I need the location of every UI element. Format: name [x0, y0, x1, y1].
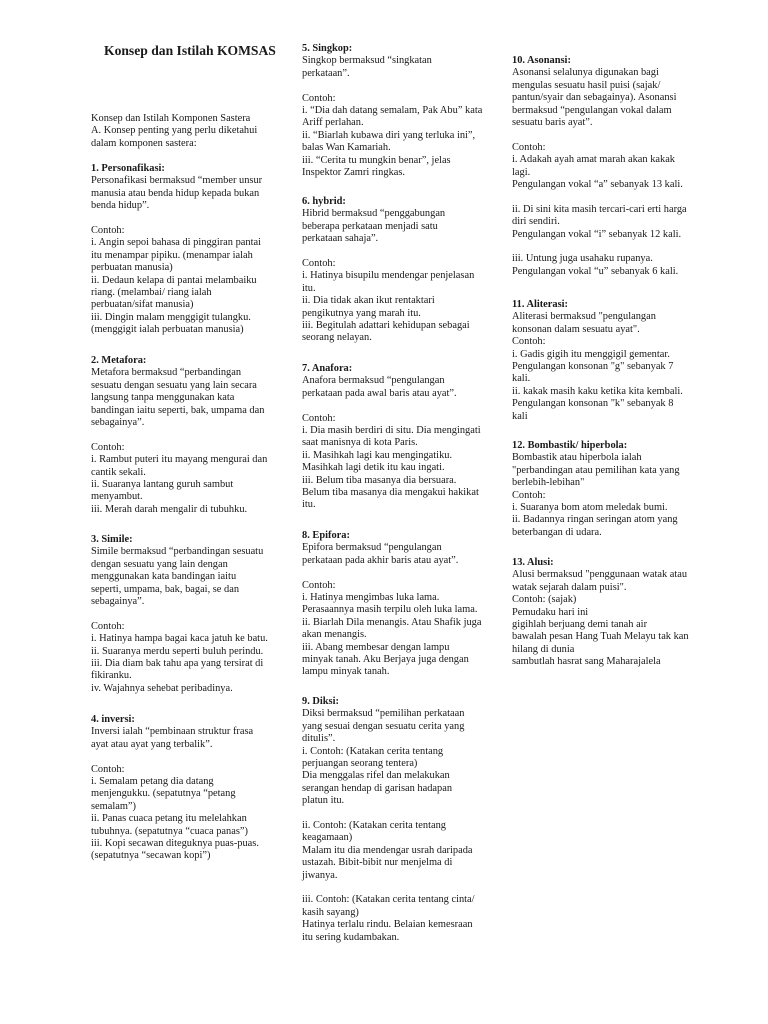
- text-line: Pengulangan konsonan "k" sebanyak 8: [512, 398, 674, 410]
- text-line: beterbangan di udara.: [512, 526, 602, 538]
- section-anafora: [302, 363, 508, 512]
- text-line: i. Gadis gigih itu menggigil gementar.: [512, 348, 670, 360]
- text-line: menyambut.: [91, 491, 143, 503]
- text-line: sebagainya”.: [91, 596, 145, 608]
- section-hybrid: [302, 196, 508, 345]
- text-line: ii. Biarlah Dila menangis. Atau Shafik juga: [302, 616, 482, 628]
- text-line: Singkop bermaksud “singkatan: [302, 55, 432, 67]
- section-bombastik: [512, 440, 732, 539]
- text-line: Contoh:: [512, 489, 546, 501]
- text-line: gigihlah berjuang demi tanah air: [512, 619, 648, 631]
- text-line: Alusi bermaksud "penggunaan watak atau: [512, 569, 688, 581]
- text-line: menjengukku. (sepatutnya “petang: [91, 788, 236, 800]
- text-line: dalam komponen sastera:: [91, 137, 197, 149]
- text-line: Pengulangan vokal “a” sebanyak 13 kali.: [512, 179, 683, 191]
- text-line: sambutlah hasrat sang Maharajalela: [512, 656, 661, 668]
- text-line: dengan sesuatu yang lain dengan: [91, 558, 228, 570]
- text-line: i. Adakah ayah amat marah akan kakak: [512, 154, 676, 166]
- text-line: Personafikasi bermaksud “member unsur: [91, 175, 263, 187]
- text-line: fikiranku.: [91, 670, 132, 682]
- text-line: i. Hatinya bisupilu mendengar penjelasan: [302, 270, 475, 282]
- text-line: i. Dia masih berdiri di situ. Dia mengingati: [302, 425, 481, 437]
- section-example: [302, 93, 508, 180]
- text-line: iii. Kopi secawan diteguknya puas-puas.: [91, 838, 259, 850]
- text-line: "perbandingan atau pemilihan kata yang: [512, 464, 680, 476]
- section-body: [91, 546, 301, 608]
- text-line: perbuatan manusia): [91, 262, 173, 274]
- text-line: Pengulangan konsonan "g" sebanyak 7: [512, 361, 674, 373]
- section-example: [302, 894, 508, 944]
- text-line: Epifora bermaksud “pengulangan: [302, 542, 442, 554]
- text-line: langsung tanpa menggunakan kata: [91, 392, 235, 404]
- text-line: seorang nelayan.: [302, 332, 372, 344]
- text-line: lampu minyak tanah.: [302, 666, 390, 678]
- section-body: [91, 175, 301, 212]
- text-line: ayat atau ayat yang terbalik”.: [91, 738, 213, 750]
- section-body: [512, 569, 732, 668]
- section-inversi: [91, 714, 301, 863]
- text-line: itu sering kudambakan.: [302, 931, 400, 943]
- section-body: [512, 452, 732, 539]
- text-line: iii. Begitulah adattari kehidupan sebagai: [302, 320, 470, 332]
- text-line: ditulis”.: [302, 733, 336, 745]
- text-line: A. Konsep penting yang perlu diketahui: [91, 125, 258, 137]
- text-line: perkataan”.: [302, 67, 350, 79]
- text-line: perbuatan/sifat manusia): [91, 299, 194, 311]
- section-body: [512, 67, 732, 129]
- text-line: itu.: [302, 499, 316, 511]
- section-heading: 1. Personafikasi:: [91, 163, 165, 174]
- text-line: diri sendiri.: [512, 216, 560, 228]
- text-line: Inversi ialah “pembinaan struktur frasa: [91, 726, 254, 738]
- text-line: ii. Badannya ringan seringan atom yang: [512, 514, 678, 526]
- text-line: Hatinya terlalu rindu. Belaian kemesraan: [302, 919, 473, 931]
- text-line: tubuhnya. (sepatutnya “cuaca panas”): [91, 825, 248, 837]
- section-body: [302, 542, 508, 567]
- text-line: Malam itu dia mendengar usrah daripada: [302, 844, 473, 856]
- intro-block: [91, 113, 301, 150]
- section-example: [91, 621, 301, 695]
- section-body: [512, 311, 732, 423]
- text-line: (menggigit ialah perbuatan manusia): [91, 324, 244, 336]
- text-line: ii. Suaranya merdu seperti buluh perindu.: [91, 645, 264, 657]
- text-line: Metafora bermaksud “perbandingan: [91, 367, 242, 379]
- section-body: [302, 208, 508, 245]
- text-line: i. Suaranya bom atom meledak bumi.: [512, 502, 668, 514]
- section-personafikasi: [91, 163, 301, 337]
- text-line: Hibrid bermaksud “penggabungan: [302, 208, 446, 220]
- text-line: bandingan iaitu seperti, bak, umpama dan: [91, 404, 265, 416]
- text-line: i. Angin sepoi bahasa di pinggiran pantai: [91, 237, 261, 249]
- section-example: [302, 580, 508, 679]
- text-line: iii. Belum tiba masanya dia bersuara.: [302, 474, 457, 486]
- text-line: Dia menggalas rifel dan melakukan: [302, 770, 450, 782]
- text-line: Contoh:: [91, 225, 125, 237]
- text-line: Bombastik atau hiperbola ialah: [512, 452, 642, 464]
- text-line: (sepatutnya “secawan kopi”): [91, 850, 211, 862]
- text-line: perjuangan seorang tentera): [302, 758, 418, 770]
- section-heading: 10. Asonansi:: [512, 55, 571, 66]
- text-line: Contoh:: [91, 620, 125, 632]
- text-line: platun itu.: [302, 795, 345, 807]
- text-line: i. Contoh: (Katakan cerita tentang: [302, 745, 444, 757]
- text-line: ustazah. Bibit-bibit nur menjelma di: [302, 857, 453, 869]
- text-line: menggunakan kata bandingan iaitu: [91, 571, 237, 583]
- text-line: lagi.: [512, 166, 531, 178]
- text-line: Contoh:: [91, 763, 125, 775]
- text-line: ii. Panas cuaca petang itu melelahkan: [91, 813, 247, 825]
- text-line: sesuatu dengan sesuatu yang lain secara: [91, 379, 257, 391]
- section-epifora: [302, 530, 508, 679]
- section-example: [302, 746, 508, 808]
- text-line: kali: [512, 410, 528, 422]
- section-example: [302, 258, 508, 345]
- text-line: ii. “Biarlah kubawa diri yang terluka ini”,: [302, 129, 476, 141]
- text-line: iii. Abang membesar dengan lampu: [302, 641, 450, 653]
- text-line: iii. Contoh: (Katakan cerita tentang cinta/: [302, 894, 475, 906]
- text-line: Contoh:: [512, 141, 546, 153]
- section-heading: 3. Simile:: [91, 534, 133, 545]
- section-heading: 4. inversi:: [91, 714, 135, 725]
- section-asonansi: [512, 55, 732, 278]
- text-line: iv. Wajahnya sehebat peribadinya.: [91, 682, 233, 694]
- text-line: riang. (melambai/ riang ialah: [91, 287, 212, 299]
- text-line: ii. Di sini kita masih tercari-cari erti harga: [512, 203, 687, 215]
- text-line: Masihkah lagi detik itu kau ingati.: [302, 462, 445, 474]
- text-line: Anafora bermaksud “pengulangan: [302, 375, 445, 387]
- text-line: i. Semalam petang dia datang: [91, 776, 214, 788]
- text-line: itu.: [302, 282, 316, 294]
- text-line: akan menangis.: [302, 629, 367, 641]
- text-line: i. Hatinya mengimbas luka lama.: [302, 592, 440, 604]
- section-body: [302, 708, 508, 745]
- section-heading: 12. Bombastik/ hiperbola:: [512, 440, 628, 451]
- section-heading: 13. Alusi:: [512, 557, 554, 568]
- text-line: cantik sekali.: [91, 466, 146, 478]
- text-line: saat manisnya di kota Paris.: [302, 437, 418, 449]
- text-line: hilang di dunia: [512, 643, 575, 655]
- text-line: iii. Merah darah mengalir di tubuhku.: [91, 503, 248, 515]
- section-metafora: [91, 355, 301, 516]
- text-line: Asonansi selalunya digunakan bagi: [512, 67, 659, 79]
- section-heading: 5. Singkop:: [302, 43, 353, 54]
- text-line: keagamaan): [302, 832, 353, 844]
- text-line: ii. Masihkah lagi kau mengingatiku.: [302, 449, 453, 461]
- text-line: Contoh:: [512, 336, 546, 348]
- text-line: Ariff perlahan.: [302, 117, 364, 129]
- text-line: Pengulangan vokal “i” sebanyak 12 kali.: [512, 228, 682, 240]
- section-body: [302, 55, 508, 80]
- section-example: [302, 820, 508, 882]
- text-line: jiwanya.: [302, 869, 338, 881]
- text-line: kasih sayang): [302, 906, 359, 918]
- text-line: iii. Dingin malam menggigit tulangku.: [91, 311, 251, 323]
- text-line: Belum tiba masanya dia mengakui hakikat: [302, 487, 479, 499]
- text-line: Inspektor Zamri ringkas.: [302, 167, 406, 179]
- text-line: iii. Untung juga usahaku rupanya.: [512, 253, 653, 265]
- text-line: perkataan pada awal baris atau ayat”.: [302, 387, 457, 399]
- section-simile: [91, 534, 301, 695]
- text-line: Konsep dan Istilah Komponen Sastera: [91, 113, 251, 124]
- text-line: pantun/syair dan sebagainya). Asonansi: [512, 92, 677, 104]
- section-diksi: [302, 696, 508, 944]
- text-line: Pengulangan vokal “u” sebanyak 6 kali.: [512, 265, 679, 277]
- section-example: [512, 253, 732, 278]
- section-heading: 9. Diksi:: [302, 696, 339, 707]
- text-line: pengikutnya yang marah itu.: [302, 307, 421, 319]
- section-aliterasi: [512, 299, 732, 423]
- section-body: [91, 367, 301, 429]
- section-singkop: [302, 43, 508, 179]
- text-line: Contoh:: [302, 412, 336, 424]
- text-line: manusia atau benda hidup kepada bukan: [91, 187, 260, 199]
- text-line: bawalah pesan Hang Tuah Melayu tak kan: [512, 631, 689, 643]
- section-example: [91, 764, 301, 863]
- text-line: seperti, umpama, bak, bagai, se dan: [91, 583, 240, 595]
- section-example: [302, 413, 508, 512]
- text-line: sebagainya”.: [91, 417, 145, 429]
- text-line: Diksi bermaksud “pemilihan perkataan: [302, 708, 465, 720]
- text-line: ii. Dedaun kelapa di pantai melambaiku: [91, 274, 257, 286]
- section-body: [302, 375, 508, 400]
- section-body: [91, 726, 301, 751]
- text-line: mengulas sesuatu hasil puisi (sajak/: [512, 79, 661, 91]
- section-heading: 6. hybrid:: [302, 196, 346, 207]
- text-line: i. Hatinya hampa bagai kaca jatuh ke batu.: [91, 633, 268, 645]
- text-line: benda hidup”.: [91, 200, 150, 212]
- text-line: Simile bermaksud “perbandingan sesuatu: [91, 546, 264, 558]
- section-example: [91, 225, 301, 337]
- text-line: Contoh: (sajak): [512, 594, 577, 606]
- text-line: sesuatu baris ayat”.: [512, 117, 593, 129]
- text-line: Perasaannya masih terpilu oleh luka lama.: [302, 604, 478, 616]
- text-line: serangan hendap di garisan hadapan: [302, 782, 453, 794]
- text-line: watak sejarah dalam puisi".: [512, 581, 627, 593]
- text-line: beberapa perkataan menjadi satu: [302, 220, 438, 232]
- section-example: [512, 204, 732, 241]
- text-line: perkataan pada akhir baris atau ayat”.: [302, 554, 459, 566]
- text-line: Contoh:: [91, 441, 125, 453]
- text-line: Contoh:: [302, 258, 336, 270]
- text-line: yang sesuai dengan sesuatu cerita yang: [302, 720, 465, 732]
- text-line: kali.: [512, 373, 531, 385]
- text-line: Contoh:: [302, 579, 336, 591]
- text-line: balas Wan Kamariah.: [302, 142, 391, 154]
- section-heading: 7. Anafora:: [302, 363, 353, 374]
- text-line: Contoh:: [302, 92, 336, 104]
- text-line: ii. kakak masih kaku ketika kita kembali.: [512, 385, 683, 397]
- section-example: [91, 442, 301, 516]
- page-title: Konsep dan Istilah KOMSAS: [104, 43, 276, 58]
- section-heading: 11. Aliterasi:: [512, 299, 568, 310]
- text-line: i. Rambut puteri itu mayang mengurai dan: [91, 454, 268, 466]
- text-line: Pemudaku hari ini: [512, 606, 589, 618]
- text-line: minyak tanah. Aku Berjaya juga dengan: [302, 654, 469, 666]
- section-heading: 8. Epifora:: [302, 530, 350, 541]
- text-line: semalam”): [91, 800, 137, 812]
- text-line: ii. Suaranya lantang guruh sambut: [91, 479, 234, 491]
- text-line: iii. “Cerita tu mungkin benar”, jelas: [302, 154, 451, 166]
- text-line: ii. Contoh: (Katakan cerita tentang: [302, 820, 446, 832]
- section-alusi: [512, 557, 732, 669]
- text-line: perkataan sahaja”.: [302, 233, 379, 245]
- text-line: Aliterasi bermaksud "pengulangan: [512, 311, 656, 323]
- text-line: itu menampar pipiku. (menampar ialah: [91, 249, 253, 261]
- section-example: [512, 142, 732, 192]
- section-heading: 2. Metafora:: [91, 355, 147, 366]
- text-line: berlebih-lebihan": [512, 477, 585, 489]
- text-line: i. “Dia dah datang semalam, Pak Abu” kata: [302, 105, 483, 117]
- text-line: bermaksud “pengulangan vokal dalam: [512, 104, 672, 116]
- text-line: konsonan dalam sesuatu ayat".: [512, 323, 640, 335]
- text-line: ii. Dia tidak akan ikut rentaktari: [302, 295, 435, 307]
- text-line: iii. Dia diam bak tahu apa yang tersirat di: [91, 658, 264, 670]
